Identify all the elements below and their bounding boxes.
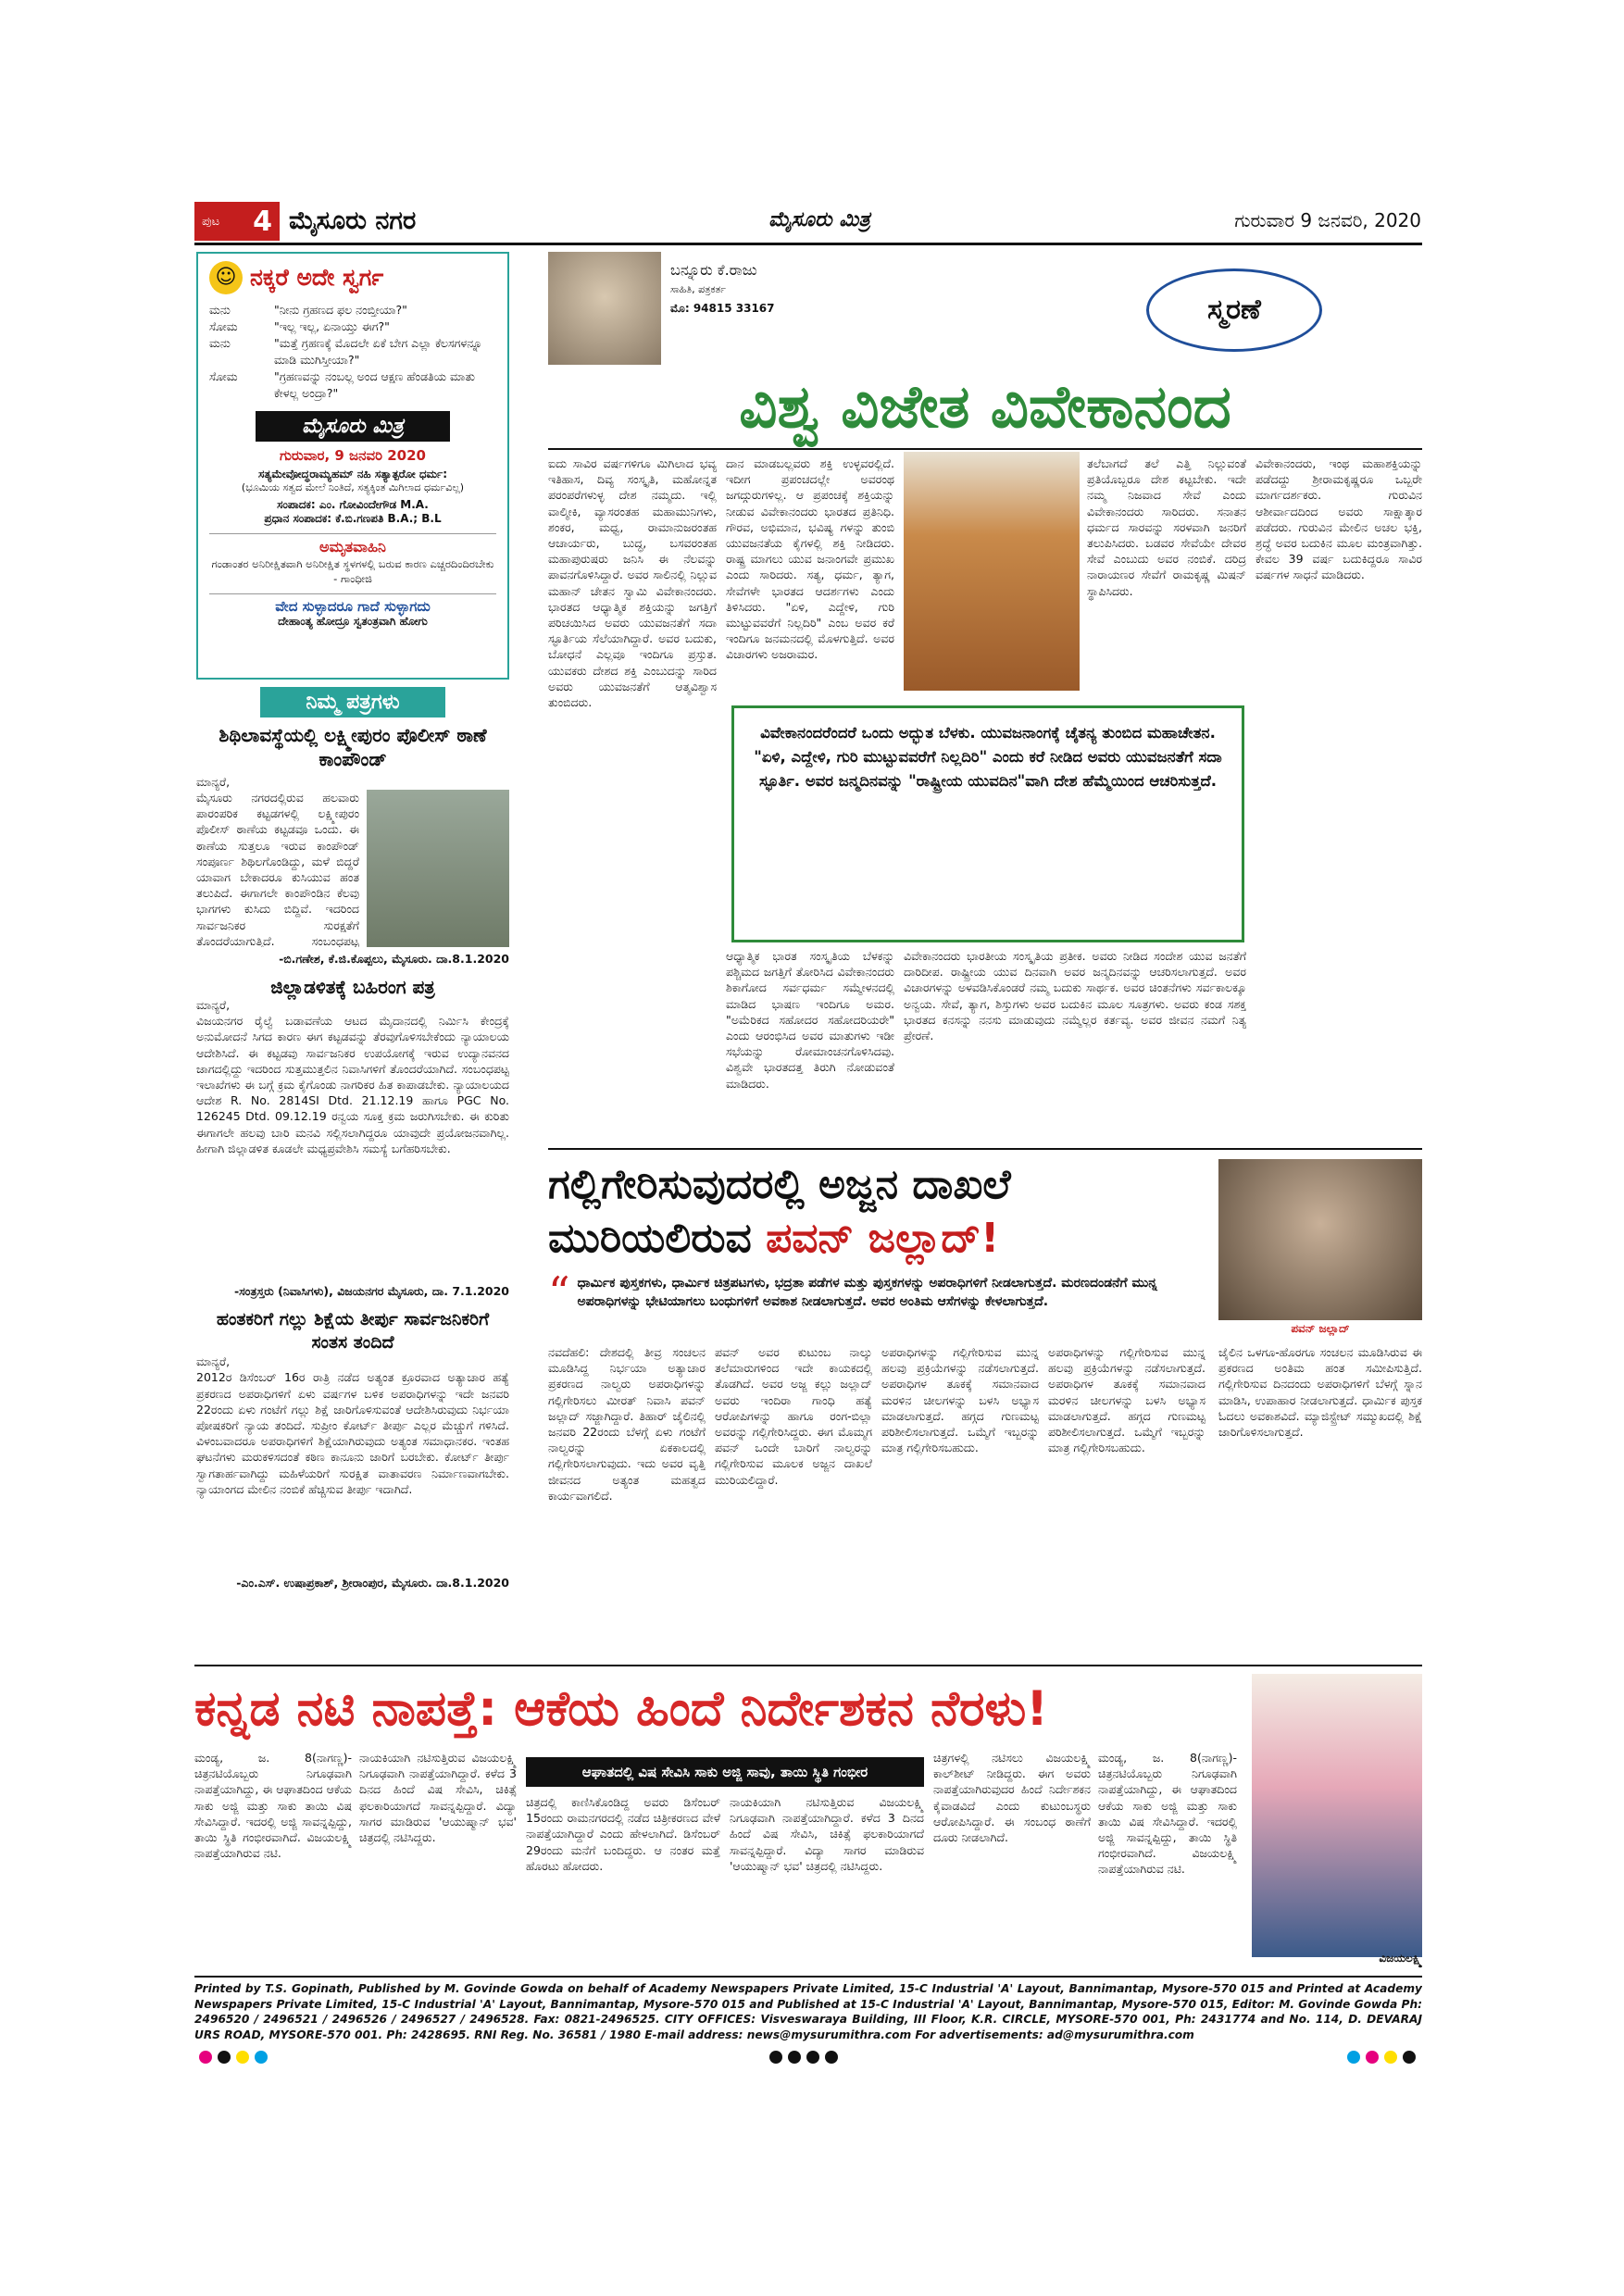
actress-photo: [1252, 1674, 1422, 1957]
compound-wall-photo: [367, 790, 509, 947]
feature-lower-text: ವಿವೇಕಾನಂದರು ಭಾರತೀಯ ಸಂಸ್ಕೃತಿಯ ಪ್ರತೀಕ. ಅವರು ನೀಡಿದ ಸಂದೇಶ ಯುವ ಜನತೆಗೆ ದಾರಿದೀಪ. ರಾಷ್ಟ್ರೀಯ ಯುವ ದಿನವಾಗಿ ಅವರ ಜನ್ಮದಿನವನ್ನು ಆಚರಿಸಲಾಗುತ್ತದೆ. ಅವರ ವಿಚಾರಗಳನ್ನು ಅಳವಡಿಸಿಕೊಂಡರೆ ನಮ್ಮ ಬದುಕು ಸಾರ್ಥಕ. ಅವರ ಚಿಂತನೆಗಳು ಸರ್ವಕಾಲಕ್ಕೂ ಅನ್ವಯ. ಸೇವೆ, ತ್ಯಾಗ, ಶಿಸ್ತುಗಳು ಅವರ ಬದುಕಿನ ಮೂಲ ಸೂತ್ರಗಳು. ಅವರು ಕಂಡ ಸಶಕ್ತ ಭಾರತದ ಕನಸನ್ನು ನನಸು ಮಾಡುವುದು ನಮ್ಮೆಲ್ಲರ ಕರ್ತವ್ಯ. ಅವರ ಜೀವನ ನಮಗೆ ನಿತ್ಯ ಪ್ರೇರಣೆ.: [904, 949, 1246, 1043]
article3-headline: ಕನ್ನಡ ನಟಿ ನಾಪತ್ತೆ: ಆಕೆಯ ಹಿಂದೆ ನಿರ್ದೇಶಕನ ನೆರಳು!: [194, 1681, 1048, 1737]
chief-editor-line: ಪ್ರಧಾನ ಸಂಪಾದಕ: ಕೆ.ಬಿ.ಗಣಪತಿ B.A.; B.L: [264, 512, 442, 525]
dialogue-line: ಮನು "ಮತ್ತೆ ಗ್ರಹಣಕ್ಕೆ ಮೊದಲೇ ಏಕೆ ಬೇಗ ಎಲ್ಲಾ ಕೆಲಸಗಳನ್ನೂ ಮಾಡಿ ಮುಗಿಸ್ತೀಯಾ?": [209, 336, 482, 367]
feature-col-2-lower: ಆಧ್ಯಾತ್ಮಿಕ ಭಾರತ ಸಂಸ್ಕೃತಿಯ ಬೆಳಕನ್ನು ಪಶ್ಚಿಮದ ಜಗತ್ತಿಗೆ ತೋರಿಸಿದ ವಿವೇಕಾನಂದರು ಶಿಕಾಗೋದ ಸರ್ವಧರ್ಮ ಸಮ್ಮೇಳನದಲ್ಲಿ ಮಾಡಿದ ಭಾಷಣ ಇಂದಿಗೂ ಅಮರ. "ಅಮೆರಿಕದ ಸಹೋದರ ಸಹೋದರಿಯರೇ" ಎಂದು ಆರಂಭಿಸಿದ ಅವರ ಮಾತುಗಳು ಇಡೀ ಸಭೆಯನ್ನು ರೋಮಾಂಚನಗೊಳಿಸಿದವು. ವಿಶ್ವವೇ ಭಾರತದತ್ತ ತಿರುಗಿ ನೋಡುವಂತೆ ಮಾಡಿದರು.: [726, 949, 894, 1091]
feature-col-1: ಐದು ಸಾವಿರ ವರ್ಷಗಳಿಗೂ ಮಿಗಿಲಾದ ಭವ್ಯ ಇತಿಹಾಸ, ದಿವ್ಯ ಸಂಸ್ಕೃತಿ, ಮಹೋನ್ನತ ಪರಂಪರೆಗಳುಳ್ಳ ದೇಶ ನಮ್ಮದು. ಇಲ್ಲಿ ವಾಲ್ಮೀಕಿ, ವ್ಯಾಸರಂತಹ ಮಹಾಮುನಿಗಳು, ಶಂಕರ, ಮಧ್ವ, ರಾಮಾನುಜರಂತಹ ಆಚಾರ್ಯರು, ಬುದ್ಧ, ಬಸವರಂತಹ ಮಹಾಪುರುಷರು ಜನಿಸಿ ಈ ನೆಲವನ್ನು ಪಾವನಗೊಳಿಸಿದ್ದಾರೆ. ಅವರ ಸಾಲಿನಲ್ಲಿ ನಿಲ್ಲುವ ಮಹಾನ್ ಚೇತನ ಸ್ವಾಮಿ ವಿವೇಕಾನಂದರು. ಭಾರತದ ಆಧ್ಯಾತ್ಮಿಕ ಶಕ್ತಿಯನ್ನು ಜಗತ್ತಿಗೆ ಪರಿಚಯಿಸಿದ ಅವರು ಯುವಜನತೆಗೆ ಸದಾ ಸ್ಫೂರ್ತಿಯ ಸೆಲೆಯಾಗಿದ್ದಾರೆ. ಅವರ ಬದುಕು, ಬೋಧನೆ ಎಲ್ಲವೂ ಇಂದಿಗೂ ಪ್ರಸ್ತುತ. ಯುವಕರು ದೇಶದ ಶಕ್ತಿ ಎಂಬುದನ್ನು ಸಾರಿದ ಅವರು ಯುವಜನತೆಗೆ ಆತ್ಮವಿಶ್ವಾಸ ತುಂಬಿದರು.: [548, 456, 717, 710]
feature-rule: [548, 448, 1422, 450]
pull-quote-text: ವಿವೇಕಾನಂದರೆಂದರೆ ಒಂದು ಅದ್ಭುತ ಬೆಳಕು. ಯುವಜನಾಂಗಕ್ಕೆ ಚೈತನ್ಯ ತುಂಬಿದ ಮಹಾಚೇತನ. "ಏಳಿ, ಎದ್ದೇಳಿ, ಗುರಿ ಮುಟ್ಟುವವರೆಗೆ ನಿಲ್ಲದಿರಿ" ಎಂದು ಕರೆ ನೀಡಿದ ಅವರು ಯುವಜನತೆಗೆ ಸದಾ ಸ್ಫೂರ್ತಿ. ಅವರ ಜನ್ಮದಿನವನ್ನು "ರಾಷ್ಟ್ರೀಯ ಯುವದಿನ"ವಾಗಿ ದೇಶ ಹೆಮ್ಮೆಯಿಂದ ಆಚರಿಸುತ್ತದೆ.: [754, 724, 1222, 790]
dialogue-line: ಮನು "ನೀನು ಗ್ರಹಣದ ಫಲ ನಂಬ್ತೀಯಾ?": [209, 303, 407, 317]
letter-3-body: 2012ರ ಡಿಸೆಂಬರ್ 16ರ ರಾತ್ರಿ ನಡೆದ ಅತ್ಯಂತ ಕ್ರೂರವಾದ ಅತ್ಯಾಚಾರ ಹತ್ಯೆ ಪ್ರಕರಣದ ಅಪರಾಧಿಗಳಿಗೆ ಏಳು ವರ್ಷಗಳ ಬಳಿಕ ಅಪರಾಧಿಗಳನ್ನು ಇದೇ ಜನವರಿ 22ರಂದು ಏಳು ಗಂಟೆಗೆ ಗಲ್ಲು ಶಿಕ್ಷೆ ಜಾರಿಗೊಳಿಸುವಂತೆ ಆದೇಶಿಸಿರುವುದು ನಿರ್ಭಯಾ ಪೋಷಕರಿಗೆ ನ್ಯಾಯ ತಂದಿದೆ. ಸುಪ್ರೀಂ ಕೋರ್ಟ್ ತೀರ್ಪು ಎಲ್ಲರ ಮೆಚ್ಚುಗೆ ಗಳಿಸಿದೆ. ವಿಳಂಬವಾದರೂ ಅಪರಾಧಿಗಳಿಗೆ ಶಿಕ್ಷೆಯಾಗಿರುವುದು ಅತ್ಯಂತ ಸಮಾಧಾನಕರ. ಇಂತಹ ಘಟನೆಗಳು ಮರುಕಳಿಸದಂತೆ ಕಠಿಣ ಕಾನೂನು ಜಾರಿಗೆ ಬರಬೇಕು. ಕೋರ್ಟ್ ತೀರ್ಪು ಸ್ವಾಗತಾರ್ಹವಾಗಿದ್ದು ಮಹಿಳೆಯರಿಗೆ ಸುರಕ್ಷಿತ ವಾತಾವರಣ ನಿರ್ಮಾಣವಾಗಬೇಕು. ನ್ಯಾಯಾಂಗದ ಮೇಲಿನ ನಂಬಿಕೆ ಹೆಚ್ಚಿಸುವ ತೀರ್ಪು ಇದಾಗಿದೆ.: [196, 1370, 509, 1496]
article3-subhead: ಆಘಾತದಲ್ಲಿ ವಿಷ ಸೇವಿಸಿ ಸಾಕು ಅಜ್ಜಿ ಸಾವು, ತಾಯಿ ಸ್ಥಿತಿ ಗಂಭೀರ: [526, 1757, 924, 1787]
article3-col-4b: ಮಂಡ್ಯ, ಜ. 8(ನಾಗಣ್ಣ)- ಚಿತ್ರನಟಿಯೊಬ್ಬರು ನಿಗೂಢವಾಗಿ ನಾಪತ್ತೆಯಾಗಿದ್ದು, ಈ ಆಘಾತದಿಂದ ಆಕೆಯ ಸಾಕು ಅಜ್ಜಿ ಮತ್ತು ಸಾಕು ತಾಯಿ ವಿಷ ಸೇವಿಸಿದ್ದಾರೆ. ಇದರಲ್ಲಿ ಅಜ್ಜಿ ಸಾವನ್ನಪ್ಪಿದ್ದು, ತಾಯಿ ಸ್ಥಿತಿ ಗಂಭೀರವಾಗಿದೆ. ವಿಜಯಲಕ್ಷ್ಮಿ ನಾಪತ್ತೆಯಾಗಿರುವ ನಟಿ.: [1098, 1751, 1237, 1877]
registration-dots-right: [1344, 2050, 1418, 2067]
article3-col-3: ಚಿತ್ರದಲ್ಲಿ ಕಾಣಿಸಿಕೊಂಡಿದ್ದ ಅವರು ಡಿಸೆಂಬರ್ 15ರಂದು ರಾಮನಗರದಲ್ಲಿ ನಡೆದ ಚಿತ್ರೀಕರಣದ ವೇಳೆ ನಾಪತ್ತೆಯಾಗಿದ್ದಾರೆ ಎಂದು ಹೇಳಲಾಗಿದೆ. ಡಿಸೆಂಬರ್ 29ರಂದು ಮನೆಗೆ ಬಂದಿದ್ದರು. ಆ ನಂತರ ಮತ್ತೆ ಹೊರಟು ಹೋದರು.: [526, 1795, 720, 1873]
pavan-photo-caption: ಪವನ್ ಜಲ್ಲಾದ್: [1291, 1322, 1350, 1335]
article3-col-1: ಮಂಡ್ಯ, ಜ. 8(ನಾಗಣ್ಣ)- ಚಿತ್ರನಟಿಯೊಬ್ಬರು ನಿಗೂಢವಾಗಿ ನಾಪತ್ತೆಯಾಗಿದ್ದು, ಈ ಆಘಾತದಿಂದ ಆಕೆಯ ಸಾಕು ಅಜ್ಜಿ ಮತ್ತು ಸಾಕು ತಾಯಿ ವಿಷ ಸೇವಿಸಿದ್ದಾರೆ. ಇದರಲ್ಲಿ ಅಜ್ಜಿ ಸಾವನ್ನಪ್ಪಿದ್ದು, ತಾಯಿ ಸ್ಥಿತಿ ಗಂಭೀರವಾಗಿದೆ. ವಿಜಯಲಕ್ಷ್ಮಿ ನಾಪತ್ತೆಯಾಗಿರುವ ನಟಿ.: [194, 1751, 352, 1861]
letter-3-sign: -ಎಂ.ಎಸ್. ಉಷಾಪ್ರಕಾಶ್, ಶ್ರೀರಾಂಪುರ, ಮೈಸೂರು. ದಾ.8.1.2020: [236, 1576, 509, 1591]
author-photo: [548, 252, 661, 365]
author-name: ಬನ್ನೂರು ಕೆ.ರಾಜು: [670, 261, 757, 279]
humor-dialogue: [209, 302, 496, 402]
pavan-photo: [1218, 1159, 1422, 1320]
headline-part-a: ಮುರಿಯಲಿರುವ: [548, 1215, 767, 1262]
issue-date: ಗುರುವಾರ 9 ಜನವರಿ, 2020: [1234, 209, 1421, 231]
vachana-text: ದೇಹಾಂತ್ಯ ಹೋದ್ರೂ ಸ್ವತಂತ್ರವಾಗಿ ಹೋಗು: [278, 615, 428, 628]
article3-col-2: ನಾಯಕಿಯಾಗಿ ನಟಿಸುತ್ತಿರುವ ವಿಜಯಲಕ್ಷ್ಮಿ ನಿಗೂಢವಾಗಿ ನಾಪತ್ತೆಯಾಗಿದ್ದಾರೆ. ಕಳೆದ 3 ದಿನದ ಹಿಂದೆ ವಿಷ ಸೇವಿಸಿ, ಚಿಕಿತ್ಸೆ ಫಲಕಾರಿಯಾಗದೆ ಸಾವನ್ನಪ್ಪಿದ್ದಾರೆ. ವಿದ್ಯಾ ಸಾಗರ ಮಾಡಿರುವ 'ಆಯುಷ್ಮಾನ್ ಭವ' ಚಿತ್ರದಲ್ಲಿ ನಟಿಸಿದ್ದರು.: [359, 1751, 517, 1845]
article3-col-3b: ನಾಯಕಿಯಾಗಿ ನಟಿಸುತ್ತಿರುವ ವಿಜಯಲಕ್ಷ್ಮಿ ನಿಗೂಢವಾಗಿ ನಾಪತ್ತೆಯಾಗಿದ್ದಾರೆ. ಕಳೆದ 3 ದಿನದ ಹಿಂದೆ ವಿಷ ಸೇವಿಸಿ, ಚಿಕಿತ್ಸೆ ಫಲಕಾರಿಯಾಗದೆ ಸಾವನ್ನಪ್ಪಿದ್ದಾರೆ. ವಿದ್ಯಾ ಸಾಗರ ಮಾಡಿರುವ 'ಆಯುಷ್ಮಾನ್ ಭವ' ಚಿತ್ರದಲ್ಲಿ ನಟಿಸಿದ್ದರು.: [730, 1795, 924, 1873]
article2-col-3: ಅಪರಾಧಿಗಳನ್ನು ಗಲ್ಲಿಗೇರಿಸುವ ಮುನ್ನ ಹಲವು ಪ್ರಕ್ರಿಯೆಗಳನ್ನು ನಡೆಸಲಾಗುತ್ತದೆ. ಅಪರಾಧಿಗಳ ತೂಕಕ್ಕೆ ಸಮಾನವಾದ ಮರಳಿನ ಚೀಲಗಳನ್ನು ಬಳಸಿ ಅಭ್ಯಾಸ ಮಾಡಲಾಗುತ್ತದೆ. ಹಗ್ಗದ ಗುಣಮಟ್ಟ ಪರಿಶೀಲಿಸಲಾಗುತ್ತದೆ. ಒಮ್ಮೆಗೆ ಇಬ್ಬರನ್ನು ಮಾತ್ರ ಗಲ್ಲಿಗೇರಿಸಬಹುದು.: [881, 1345, 1039, 1455]
letters-section: [196, 687, 509, 1661]
vachana-title: ವೇದ ಸುಳ್ಳಾದರೂ ಗಾದೆ ಸುಳ್ಳಾಗದು: [209, 593, 496, 615]
article2-headline-2: [548, 1213, 1207, 1265]
feature-headline: ವಿಶ್ವ ವಿಜೇತ ವಿವೇಕಾನಂದ: [739, 373, 1231, 442]
quote-mark-icon: “: [548, 1267, 570, 1317]
registration-dots-center: [767, 2050, 841, 2067]
amrita-text: ಗಂಡಾಂತರ ಅನಿರೀಕ್ಷಿತವಾಗಿ ಅನಿರೀಕ್ಷಿತ ಸ್ಥಳಗಳಲ್ಲಿ ಬರುವ ಕಾರಣ ಎಚ್ಚರದಿಂದಿರಬೇಕು - ಗಾಂಧೀಜಿ: [211, 557, 494, 585]
letter-2-headline: ಜಿಲ್ಲಾಡಳಿತಕ್ಕೆ ಬಹಿರಂಗ ಪತ್ರ: [270, 976, 435, 999]
motto-note: (ಭೂಮಿಯ ಸತ್ವದ ಮೇಲೆ ನಿಂತಿದೆ, ಸತ್ಯಕ್ಕಿಂತ ಮಿಗಿಲಾದ ಧರ್ಮವಿಲ್ಲ): [241, 481, 465, 493]
letters-header: ನಿಮ್ಮ ಪತ್ರಗಳು: [260, 687, 445, 718]
article2-headline-1: ಗಲ್ಲಿಗೇರಿಸುವುದರಲ್ಲಿ ಅಜ್ಜನ ದಾಖಲೆ: [548, 1161, 1011, 1208]
page-number-block: [194, 202, 280, 241]
dialogue-line: ಸೋಮ "ಗ್ರಹಣವನ್ನು ನಂಬಲ್ಲ ಅಂದ ಆಕ್ಷಣ ಹೆಂಡತಿಯ ಮಾತು ಕೇಳಲ್ಲ ಅಂದ್ರಾ?": [209, 369, 475, 400]
feature-col-2: ದಾನ ಮಾಡಬಲ್ಲವರು ಶಕ್ತಿ ಉಳ್ಳವರಲ್ಲಿದೆ. ಇದೀಗ ಪ್ರಪಂಚದಲ್ಲೇ ಅವರಂಥ ಜಗದ್ಗುರುಗಳಿಲ್ಲ. ಆ ಪ್ರಪಂಚಕ್ಕೆ ಶಕ್ತಿಯನ್ನು ನೀಡುವ ವಿವೇಕಾನಂದರು ಭಾರತದ ಪ್ರತಿನಿಧಿ. ಗೌರವ, ಅಭಿಮಾನ, ಭವಿಷ್ಯ ಗಳನ್ನು ತುಂಬಿ ಯುವಜನತೆಯ ಕೈಗಳಲ್ಲಿ ಶಕ್ತಿ ನೀಡಿದರು. ರಾಷ್ಟ್ರ ಮಾಗಲು ಯುವ ಜನಾಂಗವೇ ಪ್ರಮುಖ ಎಂದು ಸಾರಿದರು. ಸತ್ಯ, ಧರ್ಮ, ತ್ಯಾಗ, ಸೇವೆಗಳೇ ಭಾರತದ ಆದರ್ಶಗಳು ಎಂದು ತಿಳಿಸಿದರು. "ಏಳಿ, ಎದ್ದೇಳಿ, ಗುರಿ ಮುಟ್ಟುವವರೆಗೆ ನಿಲ್ಲದಿರಿ" ಎಂಬ ಅವರ ಕರೆ ಇಂದಿಗೂ ಜನಮನದಲ್ಲಿ ಮೊಳಗುತ್ತಿದೆ. ಅವರ ವಿಚಾರಗಳು ಅಜರಾಮರ.: [726, 456, 894, 662]
letter-2-body: ವಿಜಯನಗರ ರೈಲ್ವೆ ಬಡಾವಣೆಯ ಆಟದ ಮೈದಾನದಲ್ಲಿ ನಿರ್ಮಿಸಿ ಕೇಂದ್ರಕ್ಕೆ ಅನುಮೋದನೆ ಸಿಗದ ಕಾರಣ ಈಗ ಕಟ್ಟಡವನ್ನು ತೆರವುಗೊಳಿಸಬೇಕೆಂದು ನ್ಯಾಯಾಲಯ ಆದೇಶಿಸಿದೆ. ಈ ಕಟ್ಟಡವು ಸಾರ್ವಜನಿಕರ ಉಪಯೋಗಕ್ಕೆ ಇರುವ ಉದ್ಯಾನವನದ ಜಾಗದಲ್ಲಿದ್ದು ಇದರಿಂದ ಸುತ್ತಮುತ್ತಲಿನ ನಿವಾಸಿಗಳಿಗೆ ತೊಂದರೆಯಾಗಿದೆ. ಸಂಬಂಧಪಟ್ಟ ಇಲಾಖೆಗಳು ಈ ಬಗ್ಗೆ ಕ್ರಮ ಕೈಗೊಂಡು ನಾಗರಿಕರ ಹಿತ ಕಾಪಾಡಬೇಕು. ನ್ಯಾಯಾಲಯದ ಆದೇಶ R. No. 2814SI Dtd. 21.12.19 ಹಾಗೂ PGC No. 126245 Dtd. 09.12.19 ರನ್ವಯ ಸೂಕ್ತ ಕ್ರಮ ಜರುಗಿಸಬೇಕು. ಈ ಕುರಿತು ಈಗಾಗಲೇ ಹಲವು ಬಾರಿ ಮನವಿ ಸಲ್ಲಿಸಲಾಗಿದ್ದರೂ ಯಾವುದೇ ಪ್ರಯೋಜನವಾಗಿಲ್ಲ. ಹೀಗಾಗಿ ಜಿಲ್ಲಾಡಳಿತ ಕೂಡಲೇ ಮಧ್ಯಪ್ರವೇಶಿಸಿ ಸಮಸ್ಯೆ ಬಗೆಹರಿಸಬೇಕು.: [196, 1014, 509, 1155]
laughing-face-icon: ☺: [209, 261, 243, 294]
author-role: ಸಾಹಿತಿ, ಪತ್ರಕರ್ತ: [670, 283, 726, 295]
mini-logo: ಮೈಸೂರು ಮಿತ್ರ: [256, 411, 450, 442]
letter-1-body-a: ಮೈಸೂರು ನಗರದಲ್ಲಿರುವ ಹಲವಾರು ಪಾರಂಪರಿಕ ಕಟ್ಟಡಗಳಲ್ಲಿ ಲಕ್ಷ್ಮೀಪುರಂ ಪೊಲೀಸ್ ಠಾಣೆಯ ಕಟ್ಟಡವೂ ಒಂದು. ಈ ಠಾಣೆಯ ಸುತ್ತಲೂ ಇರುವ ಕಾಂಪೌಂಡ್ ಸಂಪೂರ್ಣ ಶಿಥಿಲಗೊಂಡಿದ್ದು, ಮಳೆ ಬಿದ್ದರೆ ಯಾವಾಗ ಬೇಕಾದರೂ ಕುಸಿಯುವ ಹಂತ ತಲುಪಿದೆ. ಈಗಾಗಲೇ ಕಾಂಪೌಂಡಿನ ಕೆಲವು ಭಾಗಗಳು ಕುಸಿದು ಬಿದ್ದಿವೆ. ಇದರಿಂದ ಸಾರ್ವಜನಿಕರ ಸುರಕ್ಷತೆಗೆ ತೊಂದರೆಯಾಗುತ್ತಿದೆ. ಸಂಬಂಧಪಟ್ಟ: [196, 791, 359, 947]
imprint: Printed by T.S. Gopinath, Published by M. Govinde Gowda on behalf of Academy Newspapers Private Limited, 15-C Industrial 'A' Layout, Bannimantap, Mysore-570 015 and Printed at Academy Newspapers Private Limited, 15-C Industrial 'A' Layout, Bannimantap, Mysore-570 015 and Published at 15-C Industrial 'A' Layout, Bannimantap, Mysore-570 015, Editor: M. Govinde Gowda Ph: 2496520 / 2496521 / 2496526 / 2496527 / 2496528. Fax: 0821-2496525. CITY OFFICES: Visveswaraya Building, III Floor, K.R. CIRCLE, MYSORE-570 001, Ph: 2431774 and No. 114, D. DEVARAJ URS ROAD, MYSORE-570 001. Ph: 2428695. RNI Reg. No. 36581 / 1980 E-mail address: news@mysurumithra.com For advertisements: ad@mysurumithra.com: [194, 1982, 1422, 2041]
letter-1-sign: -ಬಿ.ಗಣೇಶ, ಕೆ.ಜಿ.ಕೊಪ್ಪಲು, ಮೈಸೂರು. ದಾ.8.1.2020: [279, 952, 509, 966]
motto: ಸತ್ಯಮೇವೋದ್ಧರಾಮ್ಯಹಮ್ ನಹಿ ಸತ್ಯಾತ್ಪರೋ ಧರ್ಮ:: [257, 468, 448, 480]
article2-col-1: ನವದೆಹಲಿ: ದೇಶದಲ್ಲಿ ತೀವ್ರ ಸಂಚಲನ ಮೂಡಿಸಿದ್ದ ನಿರ್ಭಯಾ ಅತ್ಯಾಚಾರ ಪ್ರಕರಣದ ನಾಲ್ವರು ಅಪರಾಧಿಗಳನ್ನು ಗಲ್ಲಿಗೇರಿಸಲು ಮೀರತ್ ನಿವಾಸಿ ಪವನ್ ಜಲ್ಲಾದ್ ಸಜ್ಜಾಗಿದ್ದಾರೆ. ತಿಹಾರ್ ಜೈಲಿನಲ್ಲಿ ಜನವರಿ 22ರಂದು ಬೆಳಗ್ಗೆ ಏಳು ಗಂಟೆಗೆ ನಾಲ್ವರನ್ನು ಏಕಕಾಲದಲ್ಲಿ ಗಲ್ಲಿಗೇರಿಸಲಾಗುವುದು. ಇದು ಅವರ ವೃತ್ತಿ ಜೀವನದ ಅತ್ಯಂತ ಮಹತ್ವದ ಕಾರ್ಯವಾಗಲಿದೆ.: [548, 1345, 706, 1503]
paper-logo: ಮೈಸೂರು ಮಿತ್ರ: [768, 208, 870, 231]
article3-col-4: ಚಿತ್ರಗಳಲ್ಲಿ ನಟಿಸಲು ವಿಜಯಲಕ್ಷ್ಮಿ ಕಾಲ್‌ಶೀಟ್ ನೀಡಿದ್ದರು. ಈಗ ಅವರು ನಾಪತ್ತೆಯಾಗಿರುವುದರ ಹಿಂದೆ ನಿರ್ದೇಶಕನ ಕೈವಾಡವಿದೆ ಎಂದು ಕುಟುಂಬಸ್ಥರು ಆರೋಪಿಸಿದ್ದಾರೆ. ಈ ಸಂಬಂಧ ಠಾಣೆಗೆ ದೂರು ನೀಡಲಾಗಿದೆ.: [933, 1751, 1091, 1845]
letter-salutation: ಮಾನ್ಯರೆ,: [196, 775, 231, 789]
page-number: 4: [253, 205, 272, 238]
vivekananda-portrait: [904, 452, 1080, 691]
humor-box: [196, 252, 509, 680]
letter-1-headline: ಶಿಥಿಲಾವಸ್ಥೆಯಲ್ಲಿ ಲಕ್ಷ್ಮೀಪುರಂ ಪೊಲೀಸ್ ಠಾಣೆ ಕಾಂಪೌಂಡ್: [219, 724, 487, 770]
editor-line: ಸಂಪಾದಕ: ಎಂ. ಗೋವಿಂದೇಗೌಡ M.A.: [277, 498, 429, 511]
mini-date: ಗುರುವಾರ, 9 ಜನವರಿ 2020: [280, 447, 426, 464]
article2-intro: “ ಧಾರ್ಮಿಕ ಪುಸ್ತಕಗಳು, ಧಾರ್ಮಿಕ ಚಿತ್ರಪಟಗಳು, ಭದ್ರತಾ ಪಡೆಗಳ ಮತ್ತು ಪುಸ್ತಕಗಳನ್ನು ಅಪರಾಧಿಗಳಿಗೆ ನೀಡಲಾಗುತ್ತದೆ. ಮರಣದಂಡನೆಗೆ ಮುನ್ನ ಅಪರಾಧಿಗಳನ್ನು ಭೇಟಿಯಾಗಲು ಬಂಧುಗಳಿಗೆ ಅವಕಾಶ ನೀಡಲಾಗುತ್ತದೆ. ಅವರ ಅಂತಿಮ ಆಸೆಗಳನ್ನು ಕೇಳಲಾಗುತ್ತದೆ.: [548, 1274, 1207, 1339]
article2-col-2: ಪವನ್ ಅವರ ಕುಟುಂಬ ನಾಲ್ಕು ತಲೆಮಾರುಗಳಿಂದ ಇದೇ ಕಾಯಕದಲ್ಲಿ ತೊಡಗಿದೆ. ಅವರ ಅಜ್ಜ ಕಲ್ಲು ಜಲ್ಲಾದ್ ಅವರು ಇಂದಿರಾ ಗಾಂಧಿ ಹತ್ಯೆ ಆರೋಪಿಗಳನ್ನು ಹಾಗೂ ರಂಗ-ಬಿಲ್ಲಾ ಅವರನ್ನು ಗಲ್ಲಿಗೇರಿಸಿದ್ದರು. ಈಗ ಮೊಮ್ಮಗ ಪವನ್ ಒಂದೇ ಬಾರಿಗೆ ನಾಲ್ವರನ್ನು ಗಲ್ಲಿಗೇರಿಸುವ ಮೂಲಕ ಅಜ್ಜನ ದಾಖಲೆ ಮುರಿಯಲಿದ್ದಾರೆ.: [715, 1345, 872, 1487]
actress-caption: ವಿಜಯಲಕ್ಷ್ಮಿ: [1379, 1952, 1422, 1965]
tag-badge: ಸ್ಮರಣೆ: [1146, 268, 1322, 352]
feature-col-5: ವಿವೇಕಾನಂದರು, ಇಂಥ ಮಹಾಶಕ್ತಿಯನ್ನು ಪಡೆದದ್ದು ಶ್ರೀರಾಮಕೃಷ್ಣರೂ ಒಬ್ಬರೇ ಮಾರ್ಗದರ್ಶಕರು. ಗುರುವಿನ ಆಶೀರ್ವಾದದಿಂದ ಅವರು ಸಾಕ್ಷಾತ್ಕಾರ ಪಡೆದರು. ಗುರುವಿನ ಮೇಲಿನ ಅಚಲ ಭಕ್ತಿ, ಶ್ರದ್ಧೆ ಅವರ ಬದುಕಿನ ಮೂಲ ಮಂತ್ರವಾಗಿತ್ತು. ಕೇವಲ 39 ವರ್ಷ ಬದುಕಿದ್ದರೂ ಸಾವಿರ ವರ್ಷಗಳ ಸಾಧನೆ ಮಾಡಿದರು.: [1255, 456, 1422, 582]
letter-3-headline: ಹಂತಕರಿಗೆ ಗಲ್ಲು ಶಿಕ್ಷೆಯ ತೀರ್ಪು ಸಾರ್ವಜನಿಕರಿಗೆ ಸಂತಸ ತಂದಿದೆ: [216, 1309, 490, 1354]
pull-quote: [731, 705, 1244, 942]
amrita-title: ಅಮೃತವಾಹಿನಿ: [209, 533, 496, 556]
letter-salutation: ಮಾನ್ಯರೆ,: [196, 998, 231, 1013]
author-phone: ಮೊ: 94815 33167: [670, 302, 775, 315]
dialogue-line: ಸೋಮ "ಇಲ್ಲ ಇಲ್ಲ, ಏನಾಯ್ತು ಈಗ?": [209, 319, 390, 333]
article2-col-4: ಜೈಲಿನ ಒಳಗೂ-ಹೊರಗೂ ಸಂಚಲನ ಮೂಡಿಸಿರುವ ಈ ಪ್ರಕರಣದ ಅಂತಿಮ ಹಂತ ಸಮೀಪಿಸುತ್ತಿದೆ. ಗಲ್ಲಿಗೇರಿಸುವ ದಿನದಂದು ಅಪರಾಧಿಗಳಿಗೆ ಬೆಳಗ್ಗೆ ಸ್ನಾನ ಮಾಡಿಸಿ, ಉಪಾಹಾರ ನೀಡಲಾಗುತ್ತದೆ. ಧಾರ್ಮಿಕ ಪುಸ್ತಕ ಓದಲು ಅವಕಾಶವಿದೆ. ಮ್ಯಾಜಿಸ್ಟ್ರೇಟ್ ಸಮ್ಮುಖದಲ್ಲಿ ಶಿಕ್ಷೆ ಜಾರಿಗೊಳಿಸಲಾಗುತ್ತದೆ.: [1218, 1345, 1422, 1440]
footer-rule: [194, 1976, 1422, 1978]
section-title: ಮೈಸೂರು ನಗರ: [289, 206, 417, 235]
registration-dots-left: [196, 2050, 270, 2067]
letter-salutation: ಮಾನ್ಯರೆ,: [196, 1354, 231, 1369]
article2-col-3b: ಅಪರಾಧಿಗಳನ್ನು ಗಲ್ಲಿಗೇರಿಸುವ ಮುನ್ನ ಹಲವು ಪ್ರಕ್ರಿಯೆಗಳನ್ನು ನಡೆಸಲಾಗುತ್ತದೆ. ಅಪರಾಧಿಗಳ ತೂಕಕ್ಕೆ ಸಮಾನವಾದ ಮರಳಿನ ಚೀಲಗಳನ್ನು ಬಳಸಿ ಅಭ್ಯಾಸ ಮಾಡಲಾಗುತ್ತದೆ. ಹಗ್ಗದ ಗುಣಮಟ್ಟ ಪರಿಶೀಲಿಸಲಾಗುತ್ತದೆ. ಒಮ್ಮೆಗೆ ಇಬ್ಬರನ್ನು ಮಾತ್ರ ಗಲ್ಲಿಗೇರಿಸಬಹುದು.: [1048, 1345, 1206, 1455]
masthead-rule: [194, 243, 1422, 245]
page-label: ಪುಟ: [202, 214, 220, 229]
headline-part-b: ಪವನ್ ಜಲ್ಲಾದ್!: [766, 1215, 1000, 1262]
feature-col-4: ತಲೆಬಾಗದೆ ತಲೆ ಎತ್ತಿ ನಿಲ್ಲುವಂತೆ ಪ್ರತಿಯೊಬ್ಬರೂ ದೇಶ ಕಟ್ಟಬೇಕು. ಇದೇ ನಮ್ಮ ನಿಜವಾದ ಸೇವೆ ಎಂದು ವಿವೇಕಾನಂದರು ಸಾರಿದರು. ಸನಾತನ ಧರ್ಮದ ಸಾರವನ್ನು ಸರಳವಾಗಿ ಜನರಿಗೆ ತಲುಪಿಸಿದರು. ಬಡವರ ಸೇವೆಯೇ ದೇವರ ಸೇವೆ ಎಂಬುದು ಅವರ ನಂಬಿಕೆ. ದರಿದ್ರ ನಾರಾಯಣರ ಸೇವೆಗೆ ರಾಮಕೃಷ್ಣ ಮಿಷನ್ ಸ್ಥಾಪಿಸಿದರು.: [1087, 456, 1246, 598]
section-rule: [194, 1665, 1422, 1666]
section-rule: [548, 1148, 1422, 1150]
letter-2-sign: -ಸಂತ್ರಸ್ತರು (ನಿವಾಸಿಗಳು), ವಿಜಯನಗರ ಮೈಸೂರು, ದಾ. 7.1.2020: [233, 1284, 509, 1299]
humor-title: ನಕ್ಕರೆ ಅದೇ ಸ್ವರ್ಗ: [250, 264, 384, 291]
